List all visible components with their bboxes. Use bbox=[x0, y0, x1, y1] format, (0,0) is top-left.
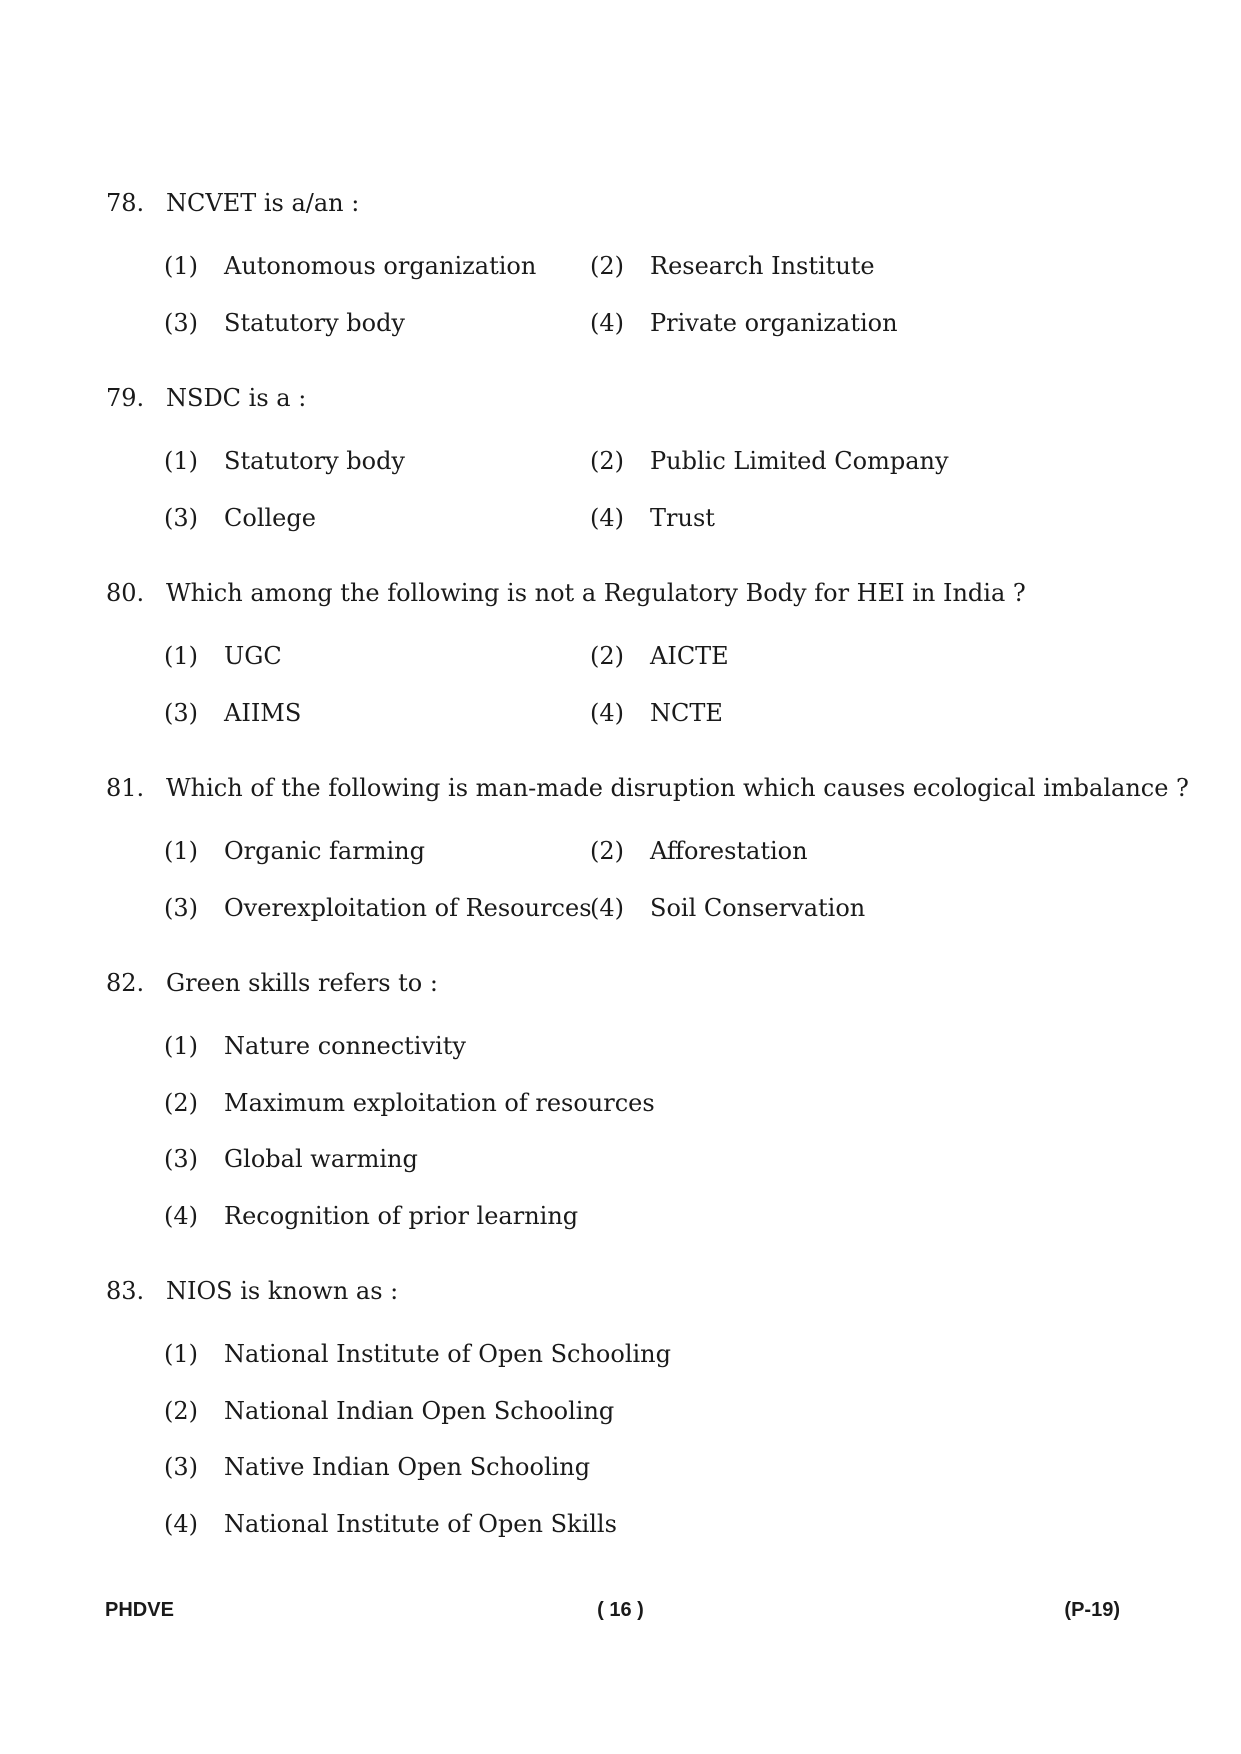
question-number: 78. bbox=[106, 189, 145, 217]
footer-paper-code: (P-19) bbox=[1064, 1599, 1120, 1621]
option-number: (2) bbox=[590, 447, 624, 475]
option-number: (3) bbox=[164, 1453, 198, 1481]
option-text: Autonomous organization bbox=[224, 252, 537, 280]
option-number: (4) bbox=[590, 309, 624, 337]
option-text: Maximum exploitation of resources bbox=[224, 1089, 655, 1117]
option-number: (1) bbox=[164, 252, 198, 280]
option-number: (2) bbox=[590, 252, 624, 280]
option-text: National Indian Open Schooling bbox=[224, 1397, 615, 1425]
option-text: Overexploitation of Resources bbox=[224, 894, 592, 922]
option-text: NCTE bbox=[650, 699, 723, 727]
option-text: Recognition of prior learning bbox=[224, 1202, 579, 1230]
option-text: Soil Conservation bbox=[650, 894, 866, 922]
option-number: (1) bbox=[164, 642, 198, 670]
option-text: National Institute of Open Schooling bbox=[224, 1340, 671, 1368]
option-text: Trust bbox=[650, 504, 715, 532]
option-number: (3) bbox=[164, 699, 198, 727]
option-text: Afforestation bbox=[650, 837, 808, 865]
option-text: Private organization bbox=[650, 309, 898, 337]
option-text: AICTE bbox=[650, 642, 729, 670]
option-text: National Institute of Open Skills bbox=[224, 1510, 617, 1538]
option-number: (4) bbox=[590, 699, 624, 727]
option-number: (4) bbox=[164, 1510, 198, 1538]
option-number: (1) bbox=[164, 1340, 198, 1368]
option-number: (3) bbox=[164, 309, 198, 337]
option-text: College bbox=[224, 504, 316, 532]
option-number: (3) bbox=[164, 894, 198, 922]
question-number: 83. bbox=[106, 1277, 145, 1305]
page-number: ( 16 ) bbox=[597, 1599, 644, 1621]
question-text: Which among the following is not a Regulatory Body for HEI in India ? bbox=[166, 579, 1026, 607]
option-number: (4) bbox=[164, 1202, 198, 1230]
option-number: (2) bbox=[590, 837, 624, 865]
option-number: (3) bbox=[164, 504, 198, 532]
footer-code: PHDVE bbox=[105, 1599, 174, 1621]
question-text: NSDC is a : bbox=[166, 384, 307, 412]
question-text: NCVET is a/an : bbox=[166, 189, 360, 217]
question-number: 82. bbox=[106, 969, 145, 997]
option-number: (1) bbox=[164, 1032, 198, 1060]
option-number: (2) bbox=[164, 1397, 198, 1425]
option-text: Organic farming bbox=[224, 837, 425, 865]
question-number: 79. bbox=[106, 384, 145, 412]
option-text: Nature connectivity bbox=[224, 1032, 466, 1060]
question-text: Green skills refers to : bbox=[166, 969, 438, 997]
option-number: (4) bbox=[590, 504, 624, 532]
option-number: (1) bbox=[164, 837, 198, 865]
option-text: UGC bbox=[224, 642, 282, 670]
question-text: NIOS is known as : bbox=[166, 1277, 399, 1305]
option-text: Public Limited Company bbox=[650, 447, 949, 475]
option-number: (2) bbox=[590, 642, 624, 670]
question-number: 81. bbox=[106, 774, 145, 802]
option-text: Statutory body bbox=[224, 447, 405, 475]
option-number: (1) bbox=[164, 447, 198, 475]
option-text: Global warming bbox=[224, 1145, 418, 1173]
option-text: Native Indian Open Schooling bbox=[224, 1453, 591, 1481]
option-text: Statutory body bbox=[224, 309, 405, 337]
option-number: (2) bbox=[164, 1089, 198, 1117]
question-text: Which of the following is man-made disruption which causes ecological imbalance ? bbox=[166, 774, 1189, 802]
option-text: AIIMS bbox=[224, 699, 302, 727]
option-number: (3) bbox=[164, 1145, 198, 1173]
option-number: (4) bbox=[590, 894, 624, 922]
option-text: Research Institute bbox=[650, 252, 875, 280]
question-number: 80. bbox=[106, 579, 145, 607]
